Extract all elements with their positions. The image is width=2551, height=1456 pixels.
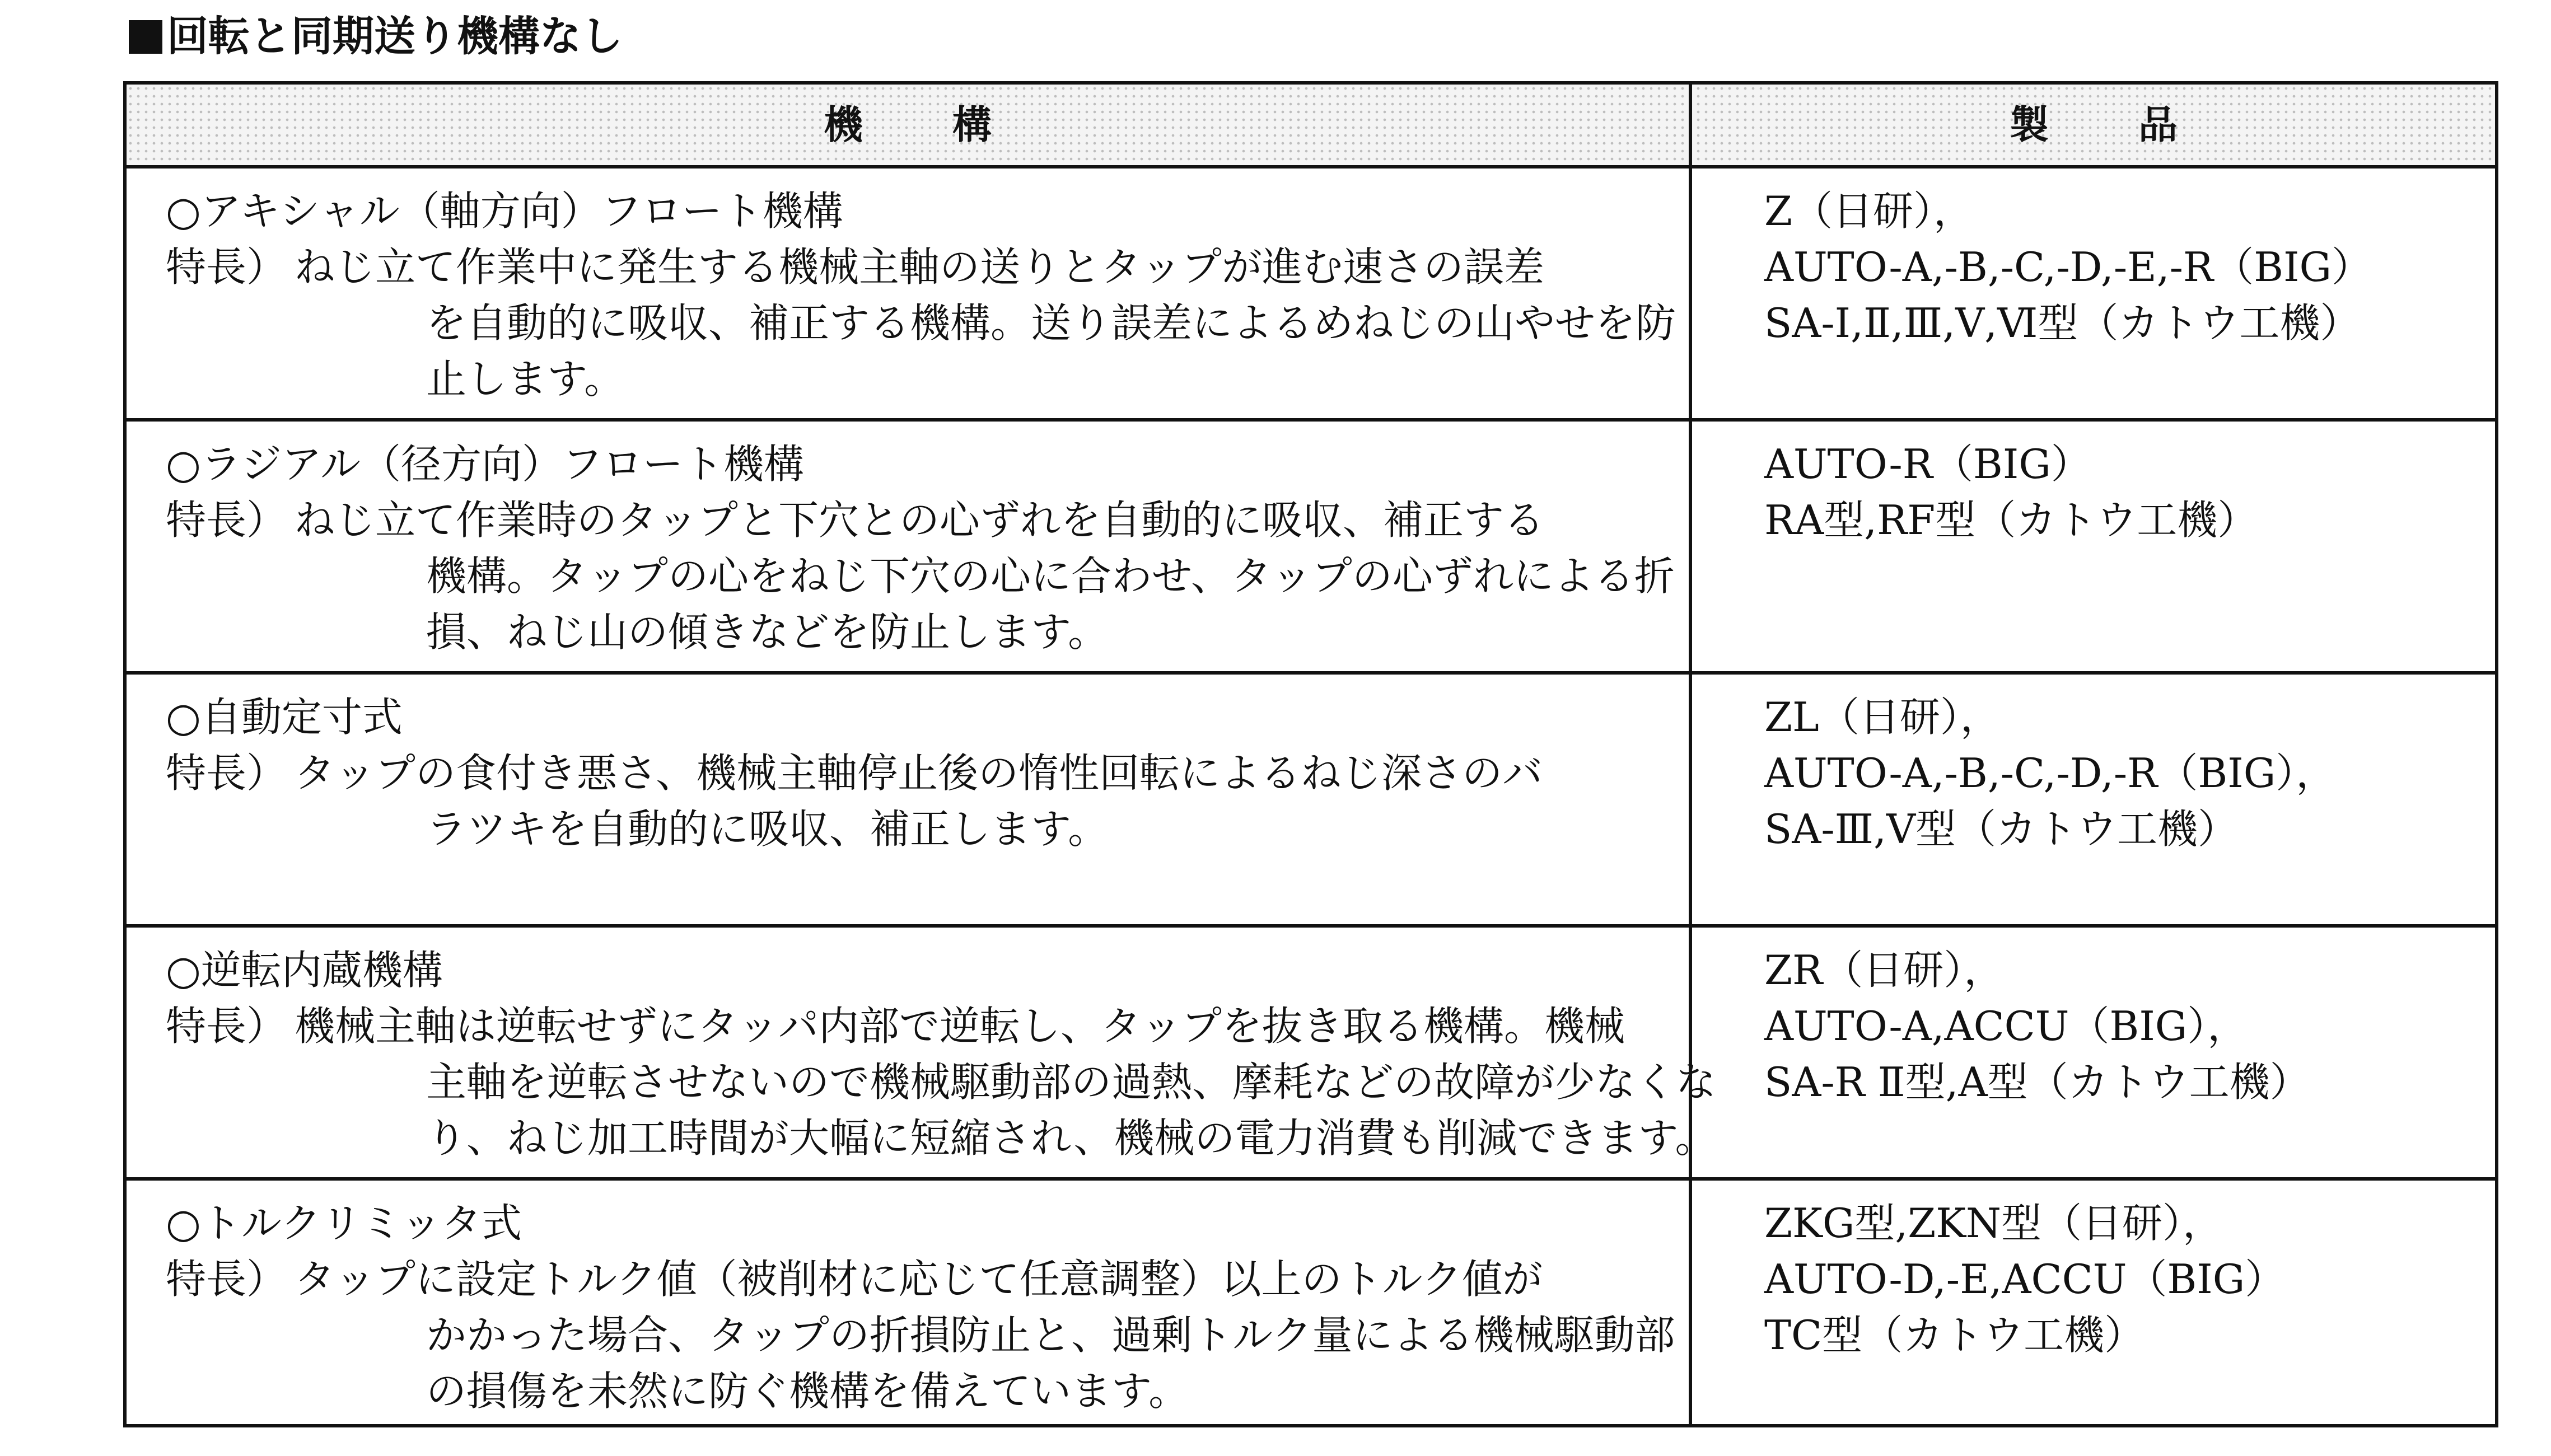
header-product: 製品 [2010, 102, 2267, 148]
mechanism-name: ○ラジアル（径方向）フロート機構 [166, 441, 804, 488]
feature-text-line: かかった場合、タップの折損防止と、過剰トルク量による機械駆動部 [426, 1312, 1675, 1359]
product-line: AUTO-D,-E,ACCU（BIG） [1764, 1256, 2286, 1303]
product-line: ZKG型,ZKN型（日研）， [1764, 1200, 2223, 1247]
square-bullet-icon [129, 20, 162, 54]
mechanism-name: ○逆転内蔵機構 [166, 947, 443, 994]
feature-text-line: タップに設定トルク値（被削材に応じて任意調整）以上のトルク値が [295, 1256, 1543, 1303]
feature-label: 特長） [166, 497, 287, 544]
feature-label: 特長） [166, 1003, 287, 1050]
feature-text-line: 機構。タップの心をねじ下穴の心に合わせ、タップの心ずれによる折 [426, 553, 1675, 600]
feature-text-line: の損傷を未然に防ぐ機構を備えています。 [426, 1368, 1189, 1415]
page-title [129, 6, 623, 67]
product-line: Z（日研）， [1764, 188, 1974, 235]
product-line: AUTO-A,ACCU（BIG）， [1764, 1003, 2248, 1050]
product-line: SA-Ⅰ,Ⅱ,Ⅲ,Ⅴ,Ⅵ型（カトウ工機） [1764, 299, 2361, 347]
mechanism-name: ○自動定寸式 [166, 694, 403, 741]
mechanism-name: ○アキシャル（軸方向）フロート機構 [166, 188, 843, 235]
table-row [127, 168, 2495, 422]
feature-text-line: 損、ねじ山の傾きなどを防止します。 [426, 608, 1109, 656]
feature-text-line: ラツキを自動的に吸収、補正します。 [426, 806, 1109, 853]
table-row [127, 422, 2495, 675]
table-row [127, 1181, 2495, 1424]
product-line: TC型（カトウ工機） [1764, 1312, 2145, 1359]
feature-text-line: り、ねじ加工時間が大幅に短縮され、機械の電力消費も削減できます。 [426, 1115, 1716, 1162]
feature-text-line: タップの食付き悪さ、機械主軸停止後の惰性回転によるねじ深さのバ [295, 750, 1543, 797]
feature-text-line: 機械主軸は逆転せずにタッパ内部で逆転し、タップを抜き取る機構。機械 [295, 1003, 1625, 1050]
product-line: RA型,RF型（カトウ工機） [1764, 497, 2258, 544]
product-line: AUTO-R（BIG） [1764, 441, 2091, 488]
header-mechanism: 機構 [824, 102, 1081, 148]
table-row [127, 675, 2495, 928]
feature-text-line: を自動的に吸収、補正する機構。送り誤差によるめねじの山やせを防 [426, 299, 1676, 347]
product-line: AUTO-A,-B,-C,-D,-E,-R（BIG） [1764, 244, 2372, 291]
product-line: AUTO-A,-B,-C,-D,-R（BIG）， [1764, 750, 2337, 797]
feature-label: 特長） [166, 750, 287, 797]
feature-text-line: ねじ立て作業時のタップと下穴との心ずれを自動的に吸収、補正する [295, 497, 1545, 544]
table-header-row [127, 85, 2495, 168]
mechanism-name: ○トルクリミッタ式 [166, 1200, 522, 1247]
product-line: ZR（日研）， [1764, 947, 2005, 994]
product-line: SA-Ⅲ,Ⅴ型（カトウ工機） [1764, 806, 2238, 853]
feature-text-line: ねじ立て作業中に発生する機械主軸の送りとタップが進む速さの誤差 [295, 244, 1545, 291]
feature-text-line: 主軸を逆転させないので機械駆動部の過熱、摩耗などの故障が少なくな [426, 1059, 1717, 1106]
table-row [127, 928, 2495, 1181]
page-title-text: 回転と同期送り機構なし [167, 12, 623, 60]
product-line: ZL（日研）， [1764, 694, 2001, 741]
feature-text-line: 止します。 [426, 355, 625, 402]
feature-label: 特長） [166, 244, 287, 291]
feature-label: 特長） [166, 1256, 287, 1303]
mechanism-product-table [123, 81, 2498, 1427]
product-line: SA-R Ⅱ型,A型（カトウ工機） [1764, 1059, 2310, 1106]
